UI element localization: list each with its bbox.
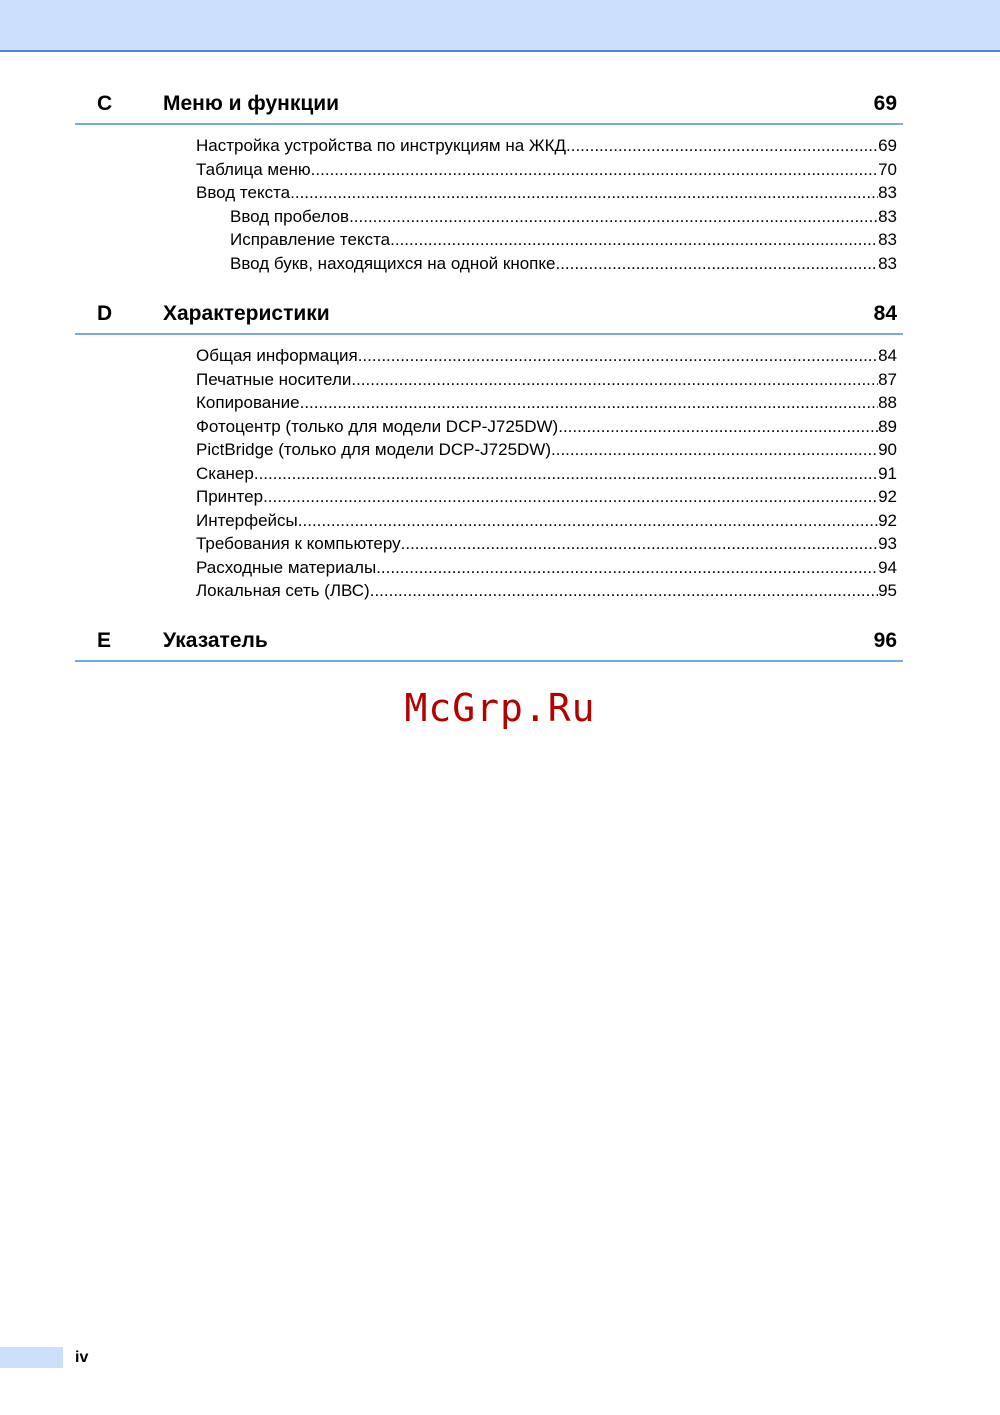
toc-entry[interactable]: Общая информация ..... 84	[196, 344, 897, 368]
toc-entry[interactable]: Исправление текста ..... 83	[230, 228, 897, 252]
chapter-title[interactable]: Указатель	[163, 629, 268, 652]
toc-entry[interactable]: Сканер ..... 91	[196, 462, 897, 486]
toc-entry[interactable]: Требования к компьютеру ..... 93	[196, 532, 897, 556]
chapter-heading	[75, 627, 903, 662]
toc-entry[interactable]: Копирование ..... 88	[196, 391, 897, 415]
toc-entry[interactable]: Таблица меню ..... 70	[196, 158, 897, 182]
toc-entry[interactable]: Настройка устройства по инструкциям на ЖКД ..... 69	[196, 134, 897, 158]
toc-entry[interactable]: PictBridge (только для модели DCP-J725DW) ..... 90	[196, 438, 897, 462]
chapter-title[interactable]: Характеристики	[163, 302, 330, 325]
toc-entry[interactable]: Ввод текста ..... 83	[196, 181, 897, 205]
chapter-letter: D	[97, 302, 113, 325]
footer-band	[0, 1347, 63, 1368]
chapter-title[interactable]: Меню и функции	[163, 92, 340, 115]
toc-entries	[75, 344, 903, 603]
chapter-heading	[75, 90, 903, 125]
toc-entry[interactable]: Печатные носители ..... 87	[196, 368, 897, 392]
page-number: iv	[75, 1349, 89, 1366]
toc-entry[interactable]: Локальная сеть (ЛВС) ..... 95	[196, 579, 897, 603]
chapter-page[interactable]: 96	[873, 629, 897, 652]
chapter-c	[75, 90, 903, 275]
toc-entry[interactable]: Расходные материалы ..... 94	[196, 556, 897, 580]
chapter-page[interactable]: 84	[873, 302, 897, 325]
chapter-page[interactable]: 69	[873, 92, 897, 115]
header-band	[0, 0, 1000, 52]
toc-entry[interactable]: Ввод пробелов ..... 83	[230, 205, 897, 229]
chapter-e	[75, 627, 903, 662]
chapter-letter: E	[97, 629, 112, 652]
chapter-heading	[75, 300, 903, 335]
toc-entry[interactable]: Интерфейсы ..... 92	[196, 509, 897, 533]
toc-entry[interactable]: Фотоцентр (только для модели DCP-J725DW) ..... 89	[196, 415, 897, 439]
toc-entry[interactable]: Ввод букв, находящихся на одной кнопке ..... 83	[230, 252, 897, 276]
watermark-text: McGrp.Ru	[404, 686, 596, 730]
toc-entries	[75, 134, 903, 275]
chapter-letter: C	[97, 92, 113, 115]
chapter-d	[75, 300, 903, 603]
toc-entry[interactable]: Принтер ..... 92	[196, 485, 897, 509]
